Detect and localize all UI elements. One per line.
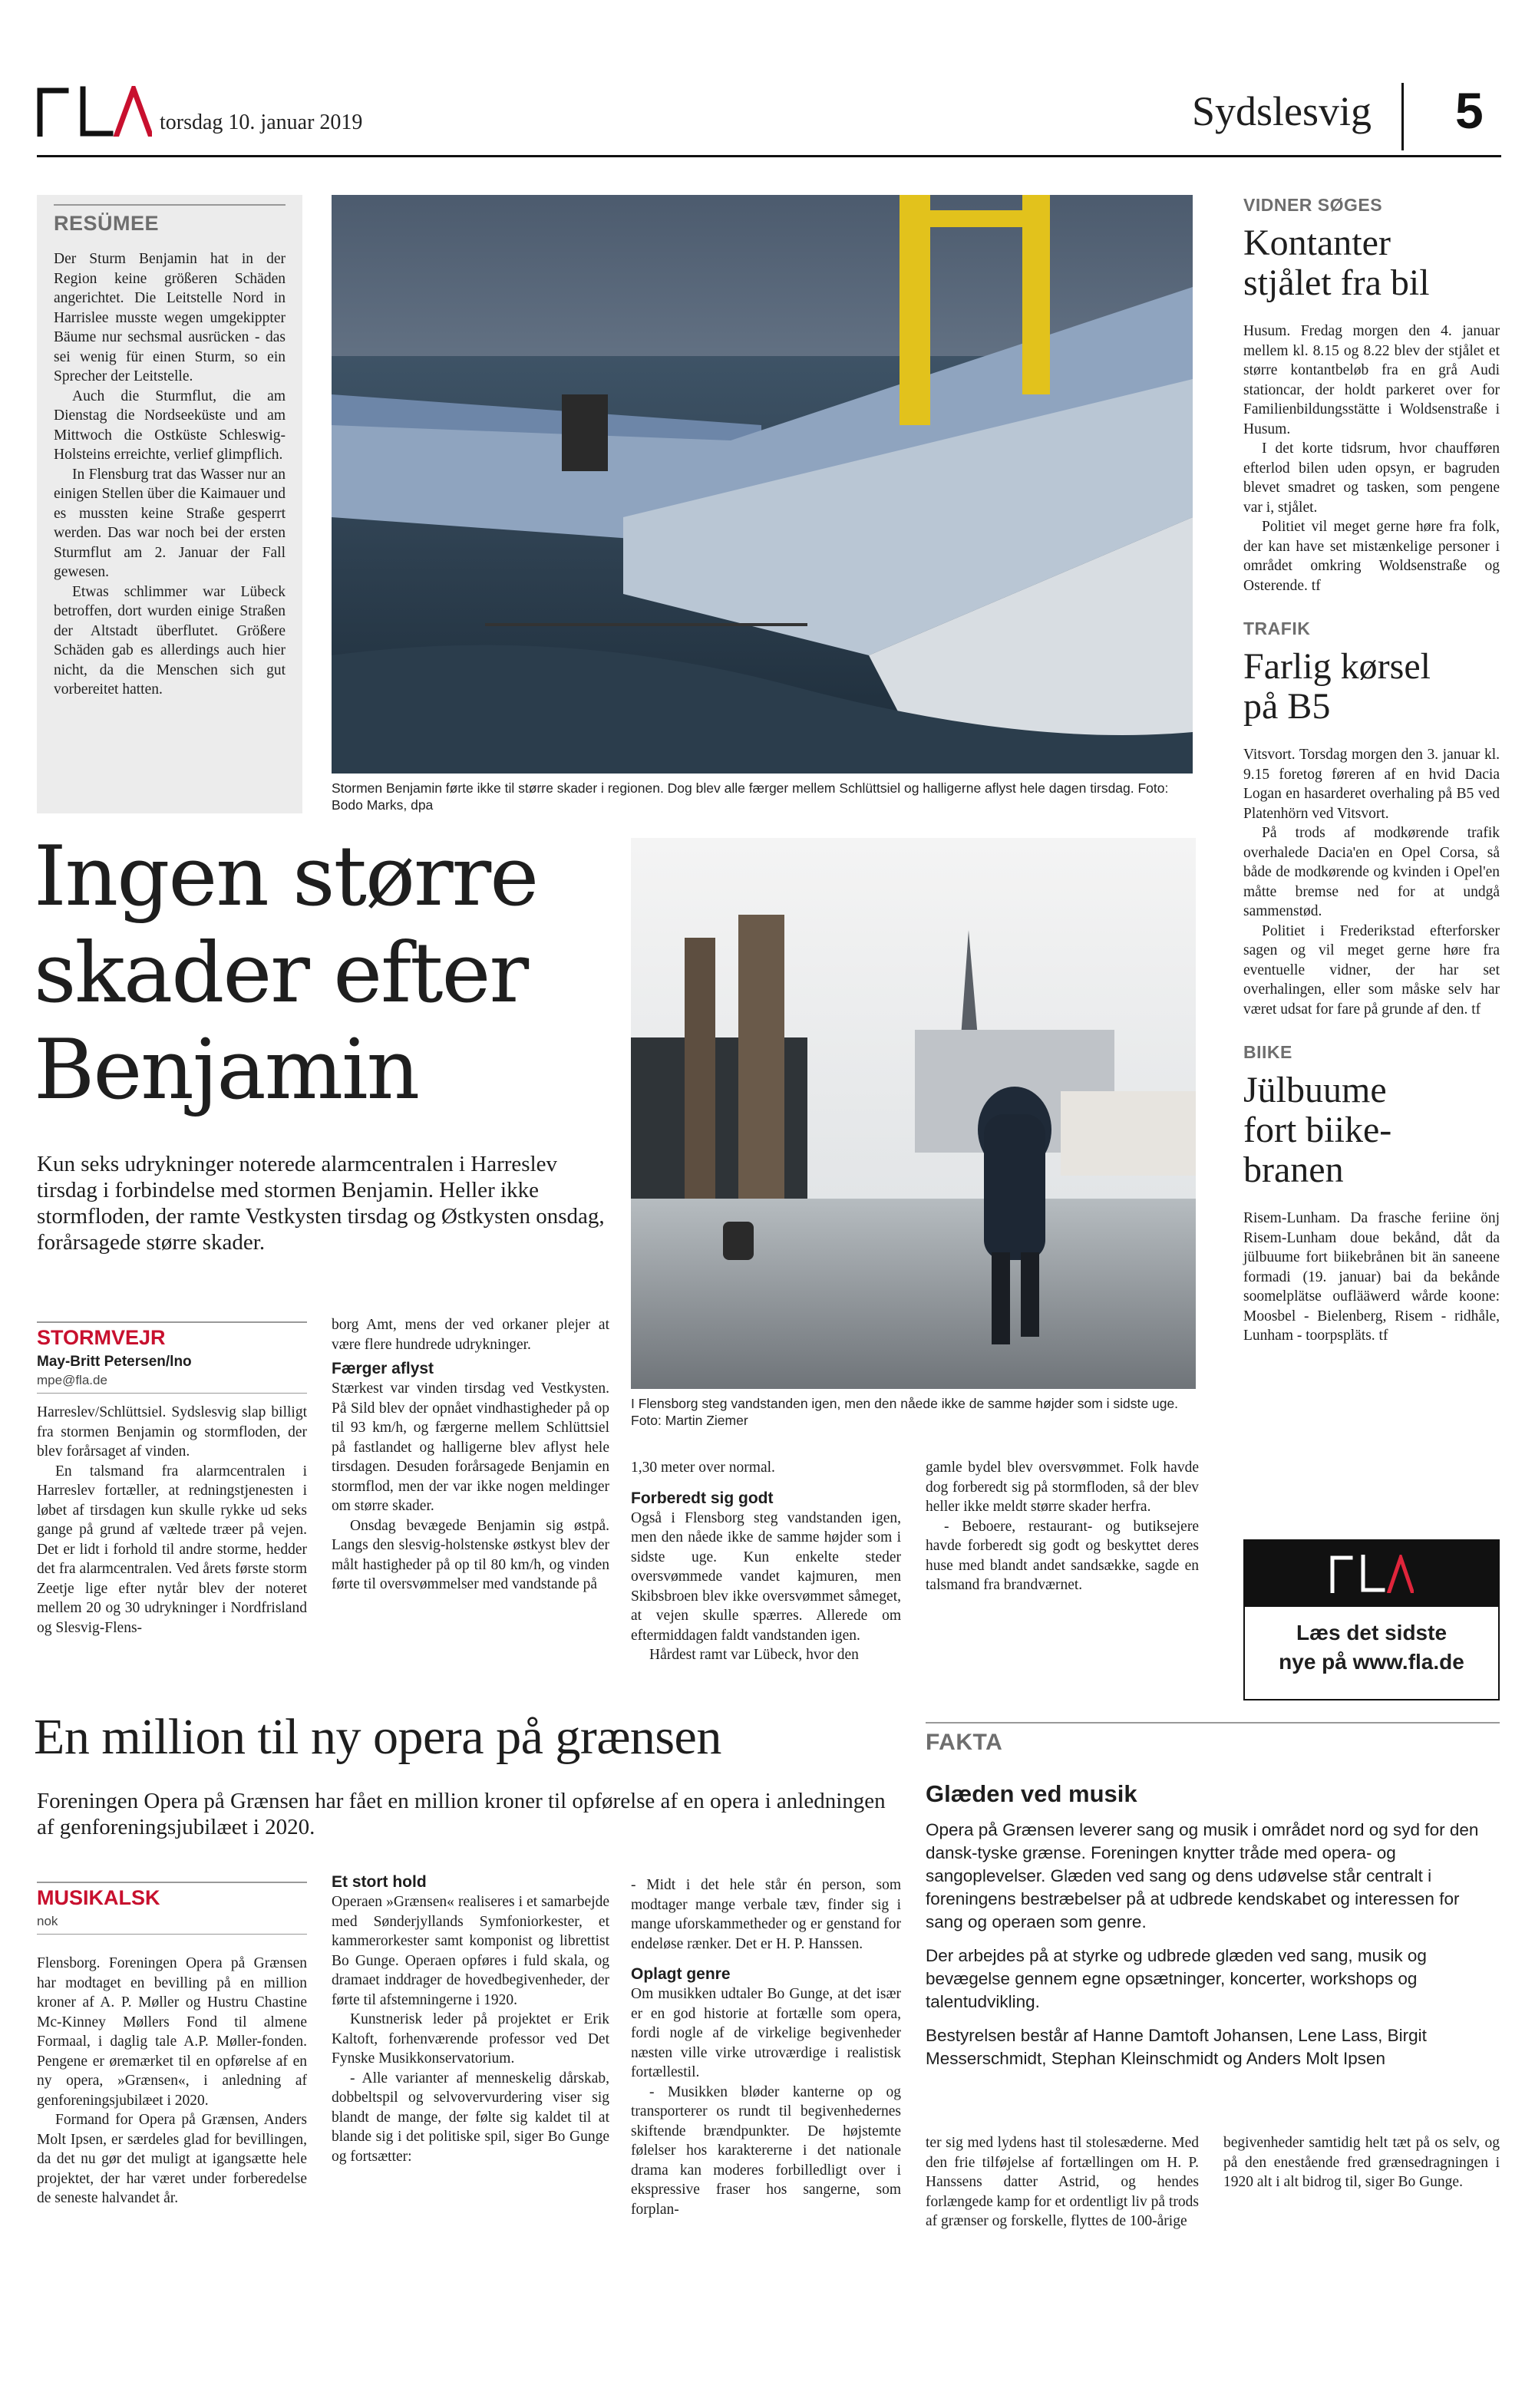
fakta-paragraph: Opera på Grænsen leverer sang og musik i området nord og syd for den dansk-tyske grænse. Foreningen knytter tråde med opera- og sangoplevelser. Glæden ved sang og dens udøvelse står centralt i foreningens bestræbelser på at udbrede kendskabet og interessen for sang og operaen som genre. [926,1820,1479,1931]
opera-col-1 [37,1954,307,2208]
opera-paragraph: Flensborg. Foreningen Opera på Grænsen har modtaget en bevilling på en million kroner af A. P. Møller og Hustru Chastine Mc-Kinney Møllers Fond til almene Formaal, i daglig tale A.P. Møller-fonden. Pengene er øremærket til en opførelse af en ny opera, »Grænsen«, i anledning af genforeningsjubilæet i 2020. [37,1955,307,2109]
main-paragraph: En talsmand fra alarmcentralen i Harreslev fortæller, at redningstjenesten i løbet af tirsdagen kun skulle rykke ud seks gange på grund af væltede træer på vejen. Det er lidt i forhold til andre storme, hedder det fra alarmcentralen. Ved årets første storm Zeetje lige efter nytår blev der noteret mellem 20 og 30 udrykninger i Nordfrisland og Slesvig-Flens- [37,1463,307,1636]
sidebar [1243,195,1500,1346]
main-paragraph: Harreslev/Schlüttsiel. Sydslesvig slap billigt fra stormen Benjamin og stormfloden, der blev forårsaget af vinden. [37,1404,307,1460]
resumee-paragraph: In Flensburg trat das Wasser nur an einigen Stellen über die Kaimauer und es mussten keine Straße gesperrt werden. Das war noch bei der ersten Sturmflut am 2. Januar der Fall gewesen. [54,466,286,580]
subhead-oplagt-genre: Oplagt genre [631,1965,731,1983]
sidebar-headline-line: på B5 [1243,686,1331,727]
sidebar-kicker: TRAFIK [1243,618,1311,638]
main-paragraph: Hårdest ramt var Lübeck, hvor den [649,1647,859,1663]
opera-paragraph: Kunstnerisk leder på projektet er Erik Kaltoft, forhenværende professor ved Det Fynske Musikkonservatorium. [332,2011,609,2067]
fakta-paragraph: Der arbejdes på at styrke og udbrede glæden ved sang, musik og bevægelse gennem egne opsætninger, koncerter, workshops og talentudvikling. [926,1946,1427,2011]
opera-byline-rule [37,1934,307,1935]
fla-ad-logo-band [1245,1541,1498,1607]
sidebar-kicker: BIIKE [1243,1042,1292,1062]
page-number: 5 [1455,82,1484,139]
resumee-paragraph: Der Sturm Benjamin hat in der Region keine größeren Schäden angerichtet. Die Leitstelle Nord in Harrislee musste wegen umgekippter Bäume nur sechsmal ausrücken - das sei wenig für einen Sturm, so ein Sprecher der Leitstelle. [54,251,286,384]
main-headline [34,829,617,1119]
opera-col-5 [1223,2133,1500,2192]
fla-logo-icon [1329,1555,1414,1593]
opera-paragraph: Om musikken udtaler Bo Gunge, at det især er en god historie at fortælle som opera, fordi nogle af de virkelige begivenheder næsten ville virke utroværdige i realistisk fortællestil. [631,1986,901,2080]
subhead-faerger: Færger aflyst [332,1360,434,1377]
sidebar-headline-line: Kontanter [1243,223,1391,263]
main-paragraph: Også i Flensborg steg vandstanden igen, men den nåede ikke de samme højder som i sidste uge. Kun enkelte steder oversvømmede vandet kajmuren, men Skibsbroen blev ikke oversvømmet såmeget, at vejen skulle spærres. Allerede om eftermiddagen faldt vandstanden igen. [631,1509,901,1644]
masthead [37,83,1501,157]
header-rule [37,155,1501,157]
fakta-paragraph: Bestyrelsen består af Hanne Damtoft Johansen, Lene Lass, Birgit Messerschmidt, Stephan Kleinschmidt og Anders Molt Ipsen [926,2026,1427,2068]
sidebar-headline-line: fort biike- [1243,1110,1392,1150]
sidebar-paragraph: Politiet i Frederikstad efterforsker sagen og vil meget gerne høre fra eventuelle vidner, der har set overhalingen, eller som måske selv har været udsat for fare på grunde af den. tf [1243,922,1500,1018]
main-paragraph: - Beboere, restaurant- og butiksejere havde forberedt sig godt og beskyttet deres huse med blandt andet sandsække, sagde en talsmand fra brandværnet. [926,1518,1199,1593]
main-col-2 [332,1315,609,1595]
photo1-caption: Stormen Benjamin førte ikke til større skader i regionen. Dog blev alle færger mellem Schlüttsiel og halligerne aflyst hele dagen tirsdag. Foto: Bodo Marks, dpa [332,780,1169,813]
resumee-box [37,195,302,813]
fakta-title: Glæden ved musik [926,1780,1137,1807]
main-col-3 [631,1458,901,1665]
headline-line: Benjamin [34,1022,419,1118]
flensburg-photo [631,838,1196,1389]
opera-col-3 [631,1875,901,2219]
main-paragraph: Stærkest var vinden tirsdag ved Vestkysten. På Sild blev der opnået vindhastigheder på op til 93 km/h, og færgerne mellem Schlüttsiel på fastlandet og halligerne blev aflyst hele tirsdagen. Desuden forårsagede Benjamin en stormflod, men der var ikke nogen meldinger om større skader. [332,1380,609,1514]
fla-ad-box[interactable] [1243,1539,1500,1700]
stormvejr-rule [37,1321,307,1323]
opera-paragraph: begivenheder samtidig helt tæt på os selv, og på den enestående fred grænsedragningen i 1920 alt i alt bidrog til, siger Bo Gunge. [1223,2135,1500,2190]
sidebar-headline-line: Farlig kørsel [1243,646,1431,687]
sidebar-headline [1243,223,1500,303]
subhead-et-stort-hold: Et stort hold [332,1873,427,1891]
opera-paragraph: - Musikken bløder kanterne op og transporterer os rundt til begivenhedernes skiftende brændpunkter. De højstemte følelser hos karaktererne i det nationale drama kan moderes forbilledligt over i ekspressive fraser hos sangerne, som forplan- [631,2083,901,2218]
opera-paragraph: Formand for Opera på Grænsen, Anders Molt Ipsen, er særdeles glad for bevillingen, da det nu gør det muligt at igangsætte hele projektet, der har været under forberedelse de seneste halvandet år. [37,2112,307,2206]
fla-logo [37,86,152,140]
section-title: Sydslesvig [1192,88,1372,134]
sidebar-headline [1243,1070,1500,1190]
sidebar-headline-line: branen [1243,1150,1344,1190]
headline-line: skader efter [34,925,528,1021]
sidebar-paragraph: Politiet vil meget gerne høre fra folk, der kan have set mistænkelige personer i området omkring Woldsenstraße og Osterende. tf [1243,519,1500,594]
sidebar-paragraph: I det korte tidsrum, hvor chaufføren efterlod bilen uden opsyn, er bagruden blevet smadret og tasken, som pengene var i, stjålet. [1243,440,1500,516]
opera-col-2 [332,1872,609,2166]
issue-date: torsdag 10. januar 2019 [160,111,363,134]
sidebar-headline [1243,647,1500,727]
header-divider [1401,83,1404,150]
headline-line: Ingen større [34,829,538,925]
sidebar-paragraph: Risem-Lunham. Da frasche feriine önj Risem-Lunham doue bekånd, dåt da jülbuume fort biikebrånen bit än saneene formadi (19. januar) bai da bekånde soomelplätse ouflääwerd wårde koone: Moosbel - Bielenberg, Risem - ridhåle, Lunham - toorpspläts. tf [1243,1210,1500,1344]
main-byline: May-Britt Petersen/lno [37,1354,192,1370]
opera-paragraph: ter sig med lydens hast til stolesæderne. Med den frie tilføjelse af fortællingen om H. P. Hanssens datter Astrid, og hendes forlængede kamp for et ordentligt liv på trods af grænser og forskelle, flyttes de 100-årige [926,2135,1199,2229]
opera-byline: nok [37,1914,58,1928]
resumee-label: RESÜMEE [54,212,160,235]
opera-paragraph: - Midt i det hele står én person, som modtager mange verbale tæv, finder sig i mange uforskammetheder og er genstand for endeløse rænker. Det er H. P. Hanssen. [631,1877,901,1952]
main-col-1 [37,1403,307,1638]
main-email: mpe@fla.de [37,1373,107,1387]
opera-col-4 [926,2133,1199,2232]
resumee-rule [54,204,286,206]
sidebar-kicker: VIDNER SØGES [1243,195,1383,215]
fakta-body [926,1819,1500,2070]
main-paragraph: 1,30 meter over normal. [631,1460,775,1476]
opera-paragraph: Operaen »Grænsen« realiseres i et samarbejde med Sønderjyllands Symfoniorkester, et kammerorkester samt komponist og librettist Bo Gunge. Operaen opføres i fuld skala, og dramaet inddrager de hovedbegivenheder, der førte til afstemningerne i 1920. [332,1894,609,2008]
opera-headline: En million til ny opera på grænsen [34,1709,721,1765]
opera-kicker: MUSIKALSK [37,1886,160,1909]
sidebar-paragraph: Husum. Fredag morgen den 4. januar mellem kl. 8.15 og 8.22 blev der stjålet et større kontantbeløb fra en grå Audi stationcar, der holdt parkeret over for Familienbildungsstätte i Woldsenstraße i Husum. [1243,323,1500,437]
opera-lead: Foreningen Opera på Grænsen har fået en million kroner til opførelse af en opera i anledningen af genforeningsjubilæet i 2020. [37,1789,886,1839]
ferry-pier-photo [332,195,1193,774]
sidebar-paragraph: Vitsvort. Torsdag morgen den 3. januar kl. 9.15 foretog føreren af en hvid Dacia Logan en hasarderet overhaling på B5 ved Platenhörn ved Vitsvort. [1243,747,1500,822]
byline-rule [37,1393,307,1394]
opera-paragraph: - Alle varianter af menneskelig dårskab, dobbeltspil og selvovervurdering viser sig blandt de mange, der følte sig kaldet til at blande sig i det politiske spil, siger Bo Gunge og fortsætter: [332,2070,609,2165]
main-col-4 [926,1458,1199,1595]
main-paragraph: gamle bydel blev oversvømmet. Folk havde dog forberedt sig på stormfloden, så der blev heller ikke meldt større skader herfra. [926,1460,1199,1515]
fakta-box [926,1722,1500,2106]
opera-kicker-rule [37,1882,307,1883]
sidebar-headline-line: Jülbuume [1243,1070,1387,1110]
sidebar-headline-line: stjålet fra bil [1243,262,1430,303]
photo2-caption: I Flensborg steg vandstanden igen, men den nåede ikke de samme højder som i sidste uge. Foto: Martin Ziemer [631,1396,1179,1428]
main-paragraph: borg Amt, mens der ved orkaner plejer at være flere hundrede udrykninger. [332,1317,609,1353]
main-paragraph: Onsdag bevægede Benjamin sig østpå. Langs den slesvig-holstenske østkyst blev der målt hastigheder på op til 80 km/h, og vinden førte til oversvømmelser med vandstande på [332,1517,609,1592]
fla-ad-line2[interactable]: nye på www.fla.de [1279,1650,1464,1674]
resumee-paragraph: Auch die Sturmflut, die am Dienstag die Nordseeküste und am Mittwoch die Ostküste Schleswig-Holsteins erreichte, verlief glimpflich. [54,388,286,463]
fakta-label: FAKTA [926,1730,1003,1755]
sidebar-paragraph: På trods af modkørende trafik overhalede Dacia'en en Opel Corsa, så både de modkørende og kvinden i Opel'en måtte bremse ned for at undgå sammenstød. [1243,825,1500,919]
main-kicker: STORMVEJR [37,1326,166,1349]
resumee-paragraph: Etwas schlimmer war Lübeck betroffen, dort wurden einige Straßen der Altstadt überflutet. Größere Schäden gab es allerdings auch hier nicht, da die Menschen sich gut vorbereitet hatten. [54,583,286,698]
subhead-forberedt: Forberedt sig godt [631,1489,774,1507]
main-lead: Kun seks udrykninger noterede alarmcentralen i Harreslev tirsdag i forbindelse med stormen Benjamin. Heller ikke stormfloden, der ramte Vestkysten tirsdag og Østkysten onsdag, forårsagede større skader. [37,1152,605,1255]
fla-ad-line1: Læs det sidste [1296,1621,1448,1644]
